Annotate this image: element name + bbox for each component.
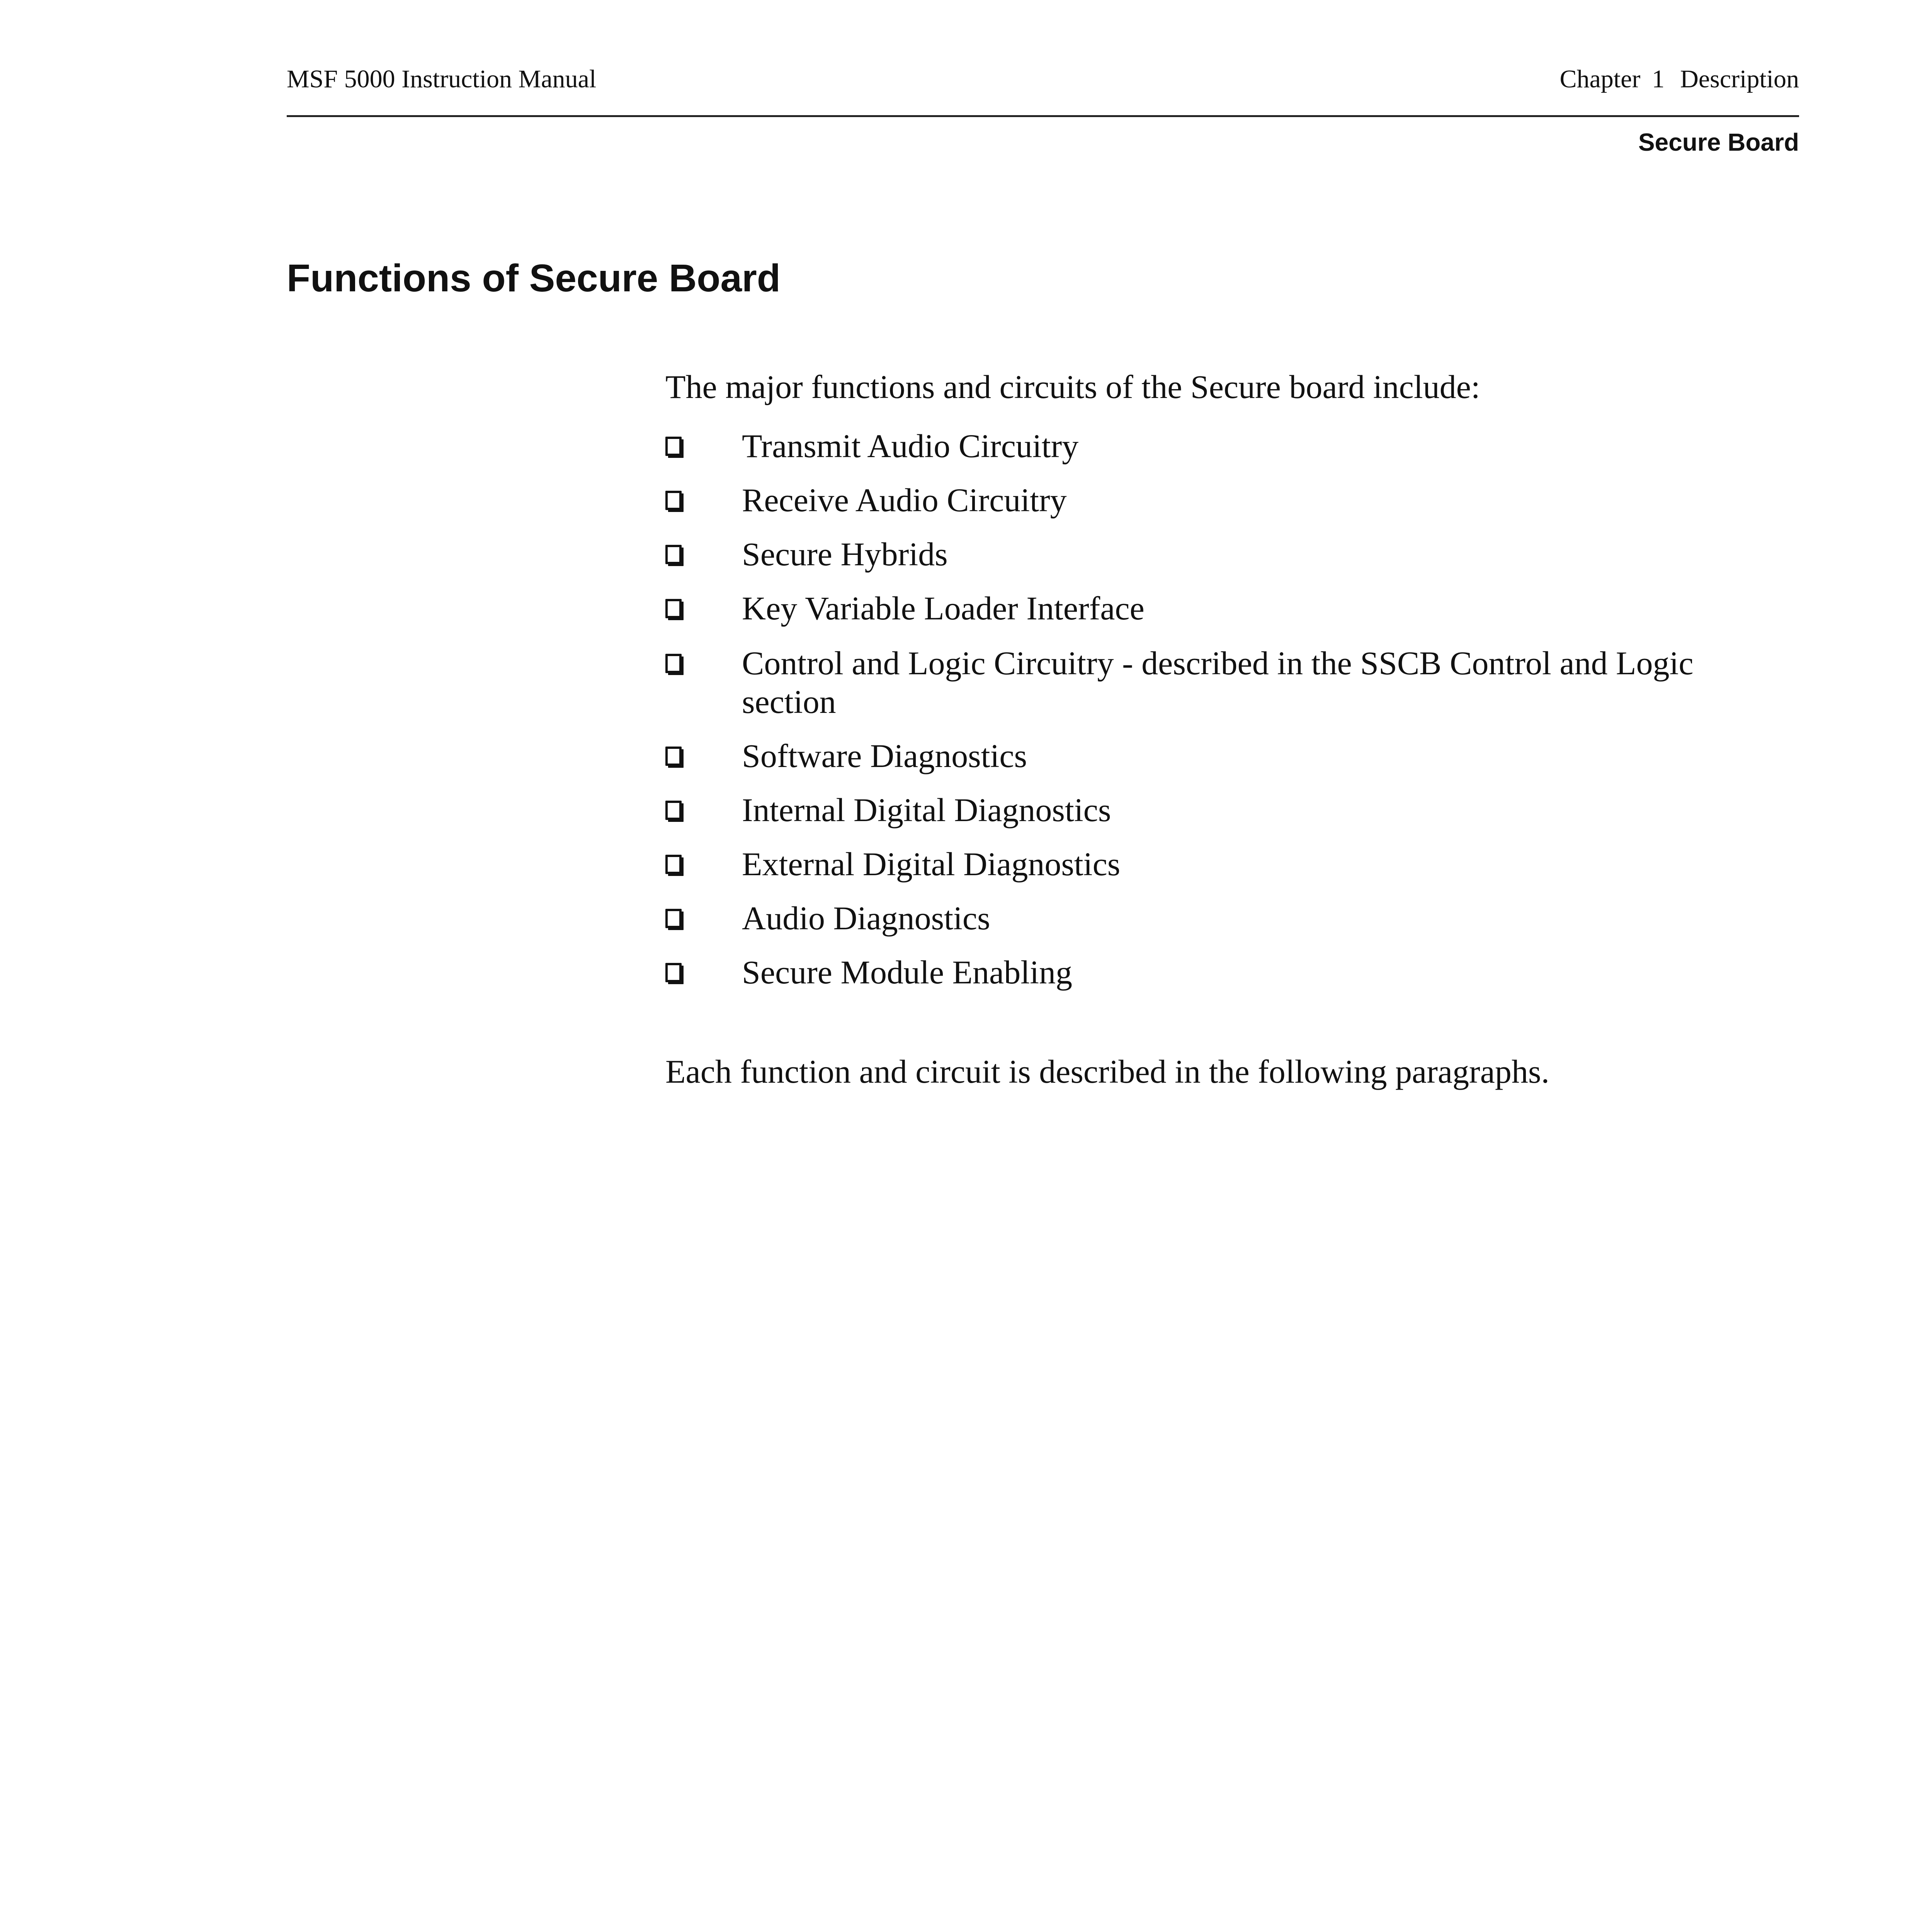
checkbox-bullet-icon	[665, 747, 682, 766]
chapter-number: Chapter 1	[1560, 65, 1665, 93]
running-header-manual-title: MSF 5000 Instruction Manual	[287, 65, 597, 93]
list-item-text: Key Variable Loader Interface	[742, 590, 1145, 627]
list-item	[665, 589, 1786, 628]
chapter-title: Description	[1680, 65, 1799, 93]
checkbox-bullet-icon	[665, 545, 682, 564]
header-rule	[287, 115, 1799, 117]
list-item	[665, 845, 1786, 883]
running-header-chapter	[1560, 66, 1799, 92]
checkbox-bullet-icon	[665, 437, 682, 456]
checkbox-bullet-icon	[665, 801, 682, 820]
list-item-text: External Digital Diagnostics	[742, 845, 1121, 883]
checkbox-bullet-icon	[665, 599, 682, 618]
list-item-text: Software Diagnostics	[742, 737, 1027, 774]
list-item-text: Audio Diagnostics	[742, 900, 990, 937]
list-item-text: Internal Digital Diagnostics	[742, 791, 1111, 828]
closing-paragraph: Each function and circuit is described in the following paragraphs.	[665, 1053, 1549, 1090]
running-header-section: Secure Board	[1638, 128, 1799, 156]
list-item	[665, 644, 1786, 721]
checkbox-bullet-icon	[665, 855, 682, 874]
checkbox-bullet-icon	[665, 963, 682, 982]
checkbox-bullet-icon	[665, 909, 682, 928]
checkbox-bullet-icon	[665, 491, 682, 510]
list-item	[665, 899, 1786, 937]
checkbox-bullet-icon	[665, 654, 682, 673]
list-item	[665, 791, 1786, 829]
list-item-text: Receive Audio Circuitry	[742, 481, 1067, 519]
list-item	[665, 481, 1786, 519]
list-item	[665, 953, 1786, 992]
section-heading: Functions of Secure Board	[287, 257, 781, 300]
list-item	[665, 535, 1786, 573]
list-item-text: Control and Logic Circuitry - described in the SSCB Control and Logic section	[742, 645, 1694, 720]
list-item-text: Transmit Audio Circuitry	[742, 427, 1079, 464]
intro-paragraph: The major functions and circuits of the Secure board include:	[665, 368, 1480, 405]
list-item-text: Secure Module Enabling	[742, 954, 1073, 991]
list-item-text: Secure Hybrids	[742, 536, 948, 573]
list-item	[665, 427, 1786, 465]
list-item	[665, 736, 1786, 775]
